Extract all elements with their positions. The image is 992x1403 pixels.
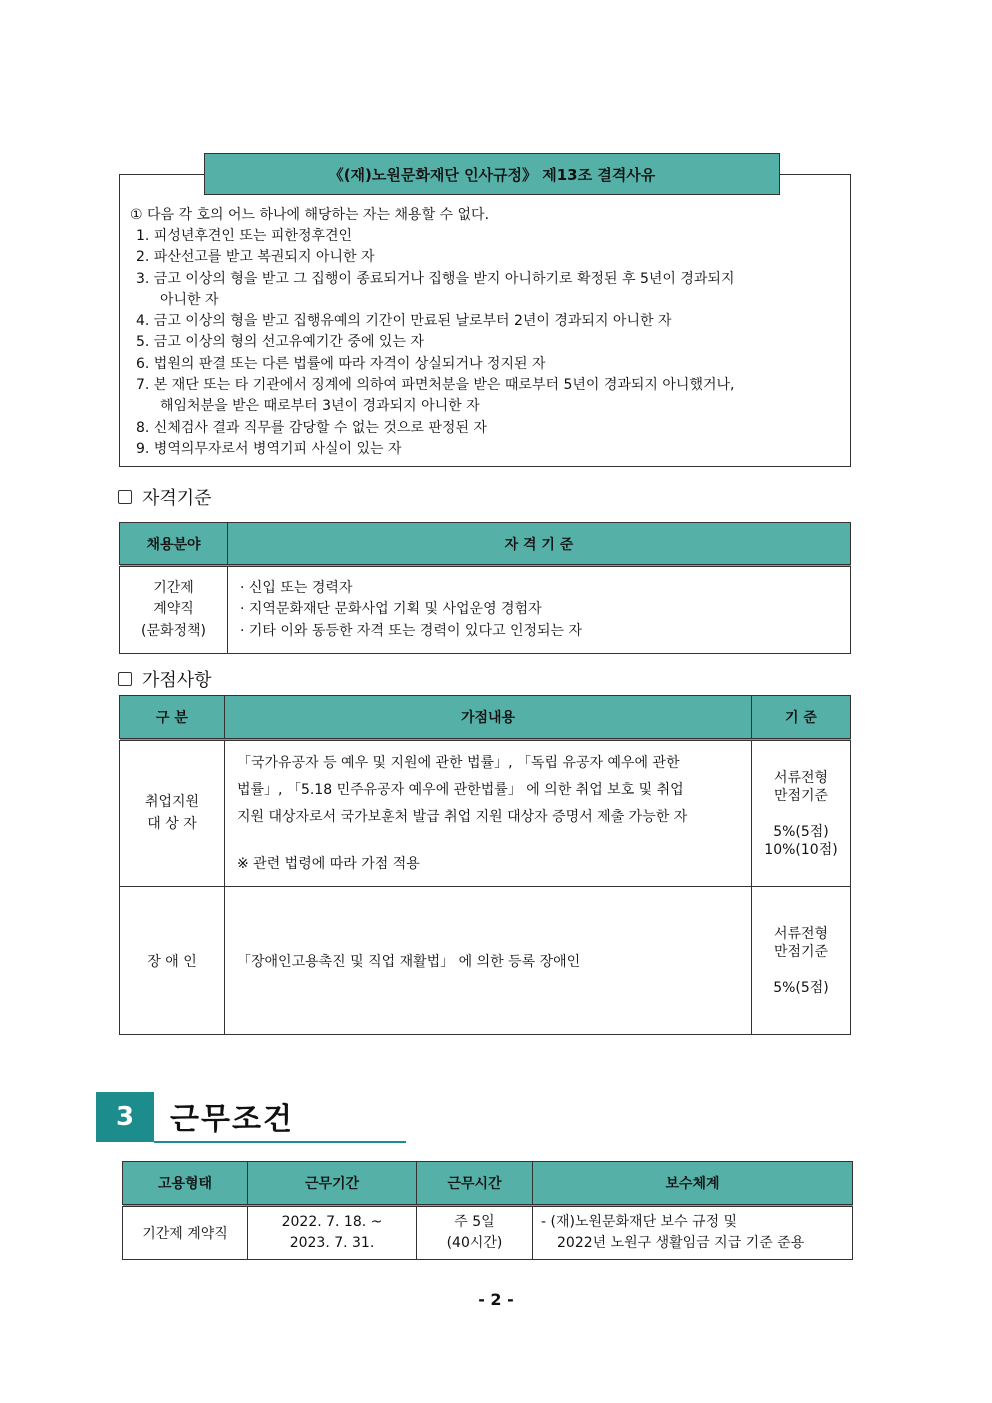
disqualification-item-text: 1. 피성년후견인 또는 피한정후견인 [136,228,353,244]
standard-line: 10%(10점) [764,841,838,858]
header-content: 가점내용 [225,696,752,740]
qualification-field [120,566,228,654]
bonus-heading-text: 가점사항 [142,670,212,691]
work-period [248,1206,417,1260]
pay-line: 2022년 노원구 생활임금 지급 기준 준용 [557,1235,805,1251]
work-hours [417,1206,533,1260]
standard-line [752,805,850,823]
checkbox-square-icon [118,490,132,504]
header-field: 채용분야 [120,523,228,566]
qualification-table [119,522,851,654]
standard-line: 5%(5점) [773,979,829,996]
disqualification-item [130,332,838,353]
disqualification-item-text: 3. 금고 이상의 형을 받고 그 집행이 종료되거나 집행을 받지 아니하기로 확정된 후 5년이 경과되지 [136,270,735,287]
header-standard: 기 준 [752,696,851,740]
qualification-heading-text: 자격기준 [142,488,212,509]
disqualification-item [130,418,838,439]
disqualification-list [130,226,838,460]
section-title-underline [154,1141,406,1143]
header-work-hours: 근무시간 [417,1162,533,1206]
standard-line: 서류전형 [773,769,829,786]
content-line: 지원 대상자로서 국가보훈처 발급 취업 지원 대상자 증명서 제출 가능한 자 [237,808,688,825]
disqualification-item-continuation: 해임처분을 받은 때로부터 3년이 경과되지 아니한 자 [160,398,480,415]
checkbox-square-icon [118,672,132,686]
bonus-category [120,740,225,887]
disqualification-item-continuation: 아니한 자 [160,291,219,308]
disqualification-item [130,247,838,268]
qualification-heading [118,484,212,510]
hours-line: 주 5일 [454,1213,495,1230]
disqualification-intro: ① 다음 각 호의 어느 하나에 해당하는 자는 채용할 수 없다. [130,207,490,223]
standard-line: 만점기준 [773,787,829,804]
qualification-criteria [228,566,851,654]
field-line: (문화정책) [140,622,207,639]
disqualification-box [119,174,851,467]
bonus-standard [752,740,851,887]
pay-line: - (재)노원문화재단 보수 규정 및 [541,1213,738,1230]
disqualification-item [130,354,838,375]
section-number-badge: 3 [96,1092,154,1142]
bonus-content: 「장애인고용촉진 및 직업 재활법」 에 의한 등록 장애인 [225,887,752,1035]
disqualification-item [130,375,838,418]
content-line: 「국가유공자 등 예우 및 지원에 관한 법률」, 「독립 유공자 예우에 관한 [237,754,680,771]
field-line: 기간제 [153,579,194,596]
disqualification-item [130,311,838,332]
page-number: - 2 - [478,1290,514,1309]
bonus-row-employment [120,740,851,887]
standard-line: 5%(5점) [773,823,829,840]
disqualification-item [130,439,838,460]
disqualification-item-text: 8. 신체검사 결과 직무를 감당할 수 없는 것으로 판정된 자 [136,419,487,436]
disqualification-item [130,226,838,247]
disqualification-item [130,269,838,312]
section-title: 근무조건 [170,1102,294,1137]
standard-line [752,961,850,979]
bonus-category: 장 애 인 [120,887,225,1035]
bonus-standard [752,887,851,1035]
standard-line: 서류전형 [773,925,829,942]
header-criteria: 자 격 기 준 [228,523,851,566]
work-conditions-table [122,1161,853,1260]
disqualification-title: 《(재)노원문화재단 인사규정》 제13조 결격사유 [204,153,780,195]
disqualification-item-text: 4. 금고 이상의 형을 받고 집행유예의 기간이 만료된 날로부터 2년이 경과되지 아니한 자 [136,313,672,330]
criteria-line: · 지역문화재단 문화사업 기획 및 사업운영 경험자 [240,601,542,618]
header-work-period: 근무기간 [248,1162,417,1206]
standard-line: 만점기준 [773,943,829,960]
bonus-row-disabled [120,887,851,1035]
bonus-table [119,695,851,1035]
disqualification-item-text: 9. 병역의무자로서 병역기피 사실이 있는 자 [136,440,402,457]
disqualification-item-text: 7. 본 재단 또는 타 기관에서 징계에 의하여 파면처분을 받은 때로부터 5년이 경과되지 아니했거나, [136,377,735,394]
bonus-content [225,740,752,887]
hours-line: (40시간) [446,1235,503,1251]
employment-type: 기간제 계약직 [123,1206,248,1260]
disqualification-item-text: 5. 금고 이상의 형의 선고유예기간 중에 있는 자 [136,334,424,351]
category-line: 대 상 자 [147,815,197,832]
criteria-line: · 기타 이와 동등한 자격 또는 경력이 있다고 인정되는 자 [240,622,583,639]
pay-system [533,1206,853,1260]
field-line: 계약직 [153,601,194,618]
content-note: ※ 관련 법령에 따라 가점 적용 [237,855,420,872]
category-line: 취업지원 [144,794,200,810]
bonus-heading [118,666,212,692]
criteria-line: · 신입 또는 경력자 [240,579,353,596]
header-category: 구 분 [120,696,225,740]
content-line: 법률」, 「5.18 민주유공자 예우에 관한법률」 에 의한 취업 보호 및 취업 [237,781,684,798]
period-line: 2023. 7. 31. [289,1235,375,1251]
header-pay-system: 보수체계 [533,1162,853,1206]
disqualification-item-text: 6. 법원의 판결 또는 다른 법률에 따라 자격이 상실되거나 정지된 자 [136,355,546,372]
header-employment-type: 고용형태 [123,1162,248,1206]
period-line: 2022. 7. 18. ~ [281,1213,383,1230]
disqualification-item-text: 2. 파산선고를 받고 복권되지 아니한 자 [136,249,375,266]
